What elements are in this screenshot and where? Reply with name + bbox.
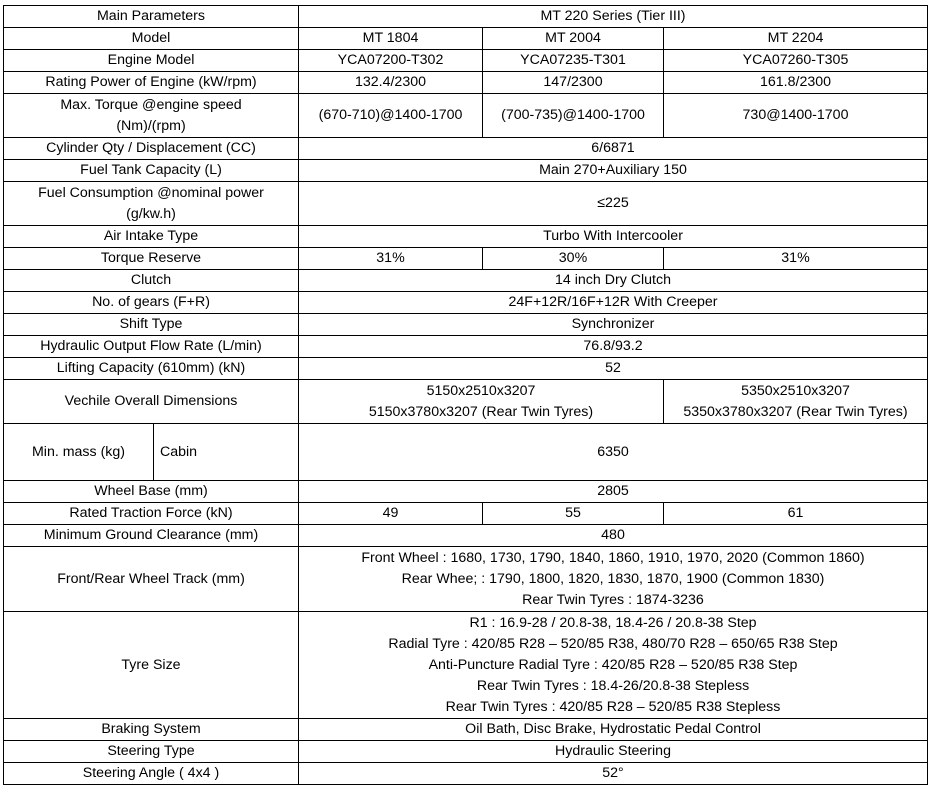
table-row xyxy=(4,612,928,719)
steering-type-value: Hydraulic Steering xyxy=(299,741,928,763)
dimensions-group2-line1: 5350x2510x3207 xyxy=(741,382,850,399)
dimensions-group1 xyxy=(299,380,664,424)
air-intake-label: Air Intake Type xyxy=(4,226,299,248)
model-label: Model xyxy=(4,28,299,50)
fuel-consumption-value: ≤225 xyxy=(299,182,928,226)
fuel-consumption-label xyxy=(4,182,299,226)
table-row xyxy=(4,72,928,94)
max-torque-value: 730@1400-1700 xyxy=(664,94,928,138)
wheel-track-line: Rear Twin Tyres : 1874-3236 xyxy=(522,591,704,608)
air-intake-value: Turbo With Intercooler xyxy=(299,226,928,248)
torque-reserve-label: Torque Reserve xyxy=(4,248,299,270)
table-row xyxy=(4,94,928,138)
wheel-track-line: Front Wheel : 1680, 1730, 1790, 1840, 1860, 1910, 1970, 2020 (Common 1860) xyxy=(361,549,865,566)
table-row xyxy=(4,424,928,481)
fuel-tank-label: Fuel Tank Capacity (L) xyxy=(4,160,299,182)
table-row xyxy=(4,138,928,160)
max-torque-value: (700-735)@1400-1700 xyxy=(483,94,664,138)
ground-clearance-value: 480 xyxy=(299,525,928,547)
table-row xyxy=(4,380,928,424)
engine-model-value: YCA07200-T302 xyxy=(299,50,483,72)
min-mass-sublabel: Cabin xyxy=(154,424,299,481)
dimensions-group2 xyxy=(664,380,928,424)
torque-reserve-value: 31% xyxy=(299,248,483,270)
dimensions-group1-line1: 5150x2510x3207 xyxy=(426,382,536,399)
table-row xyxy=(4,719,928,741)
table-row xyxy=(4,270,928,292)
steering-angle-value: 52° xyxy=(299,763,928,785)
clutch-label: Clutch xyxy=(4,270,299,292)
engine-model-value: YCA07260-T305 xyxy=(664,50,928,72)
clutch-value: 14 inch Dry Clutch xyxy=(299,270,928,292)
min-mass-value: 6350 xyxy=(299,424,928,481)
traction-value: 49 xyxy=(299,503,483,525)
table-row xyxy=(4,763,928,785)
shift-type-label: Shift Type xyxy=(4,314,299,336)
max-torque-label-line1: Max. Torque @engine speed xyxy=(60,96,242,113)
table-row xyxy=(4,248,928,270)
series-title: MT 220 Series (Tier III) xyxy=(299,6,928,28)
gears-value: 24F+12R/16F+12R With Creeper xyxy=(299,292,928,314)
dimensions-label: Vechile Overall Dimensions xyxy=(4,380,299,424)
table-row xyxy=(4,182,928,226)
table-row xyxy=(4,741,928,763)
table-row xyxy=(4,547,928,612)
hydraulic-flow-value: 76.8/93.2 xyxy=(299,336,928,358)
table-row xyxy=(4,503,928,525)
lifting-capacity-label: Lifting Capacity (610mm) (kN) xyxy=(4,358,299,380)
rating-power-label: Rating Power of Engine (kW/rpm) xyxy=(4,72,299,94)
model-value: MT 2004 xyxy=(483,28,664,50)
model-value: MT 1804 xyxy=(299,28,483,50)
wheel-base-label: Wheel Base (mm) xyxy=(4,481,299,503)
dimensions-group2-line2: 5350x3780x3207 (Rear Twin Tyres) xyxy=(683,403,908,420)
tyre-size-line: Rear Twin Tyres : 18.4-26/20.8-38 Stepless xyxy=(476,677,750,694)
cylinder-label: Cylinder Qty / Displacement (CC) xyxy=(4,138,299,160)
table-row xyxy=(4,336,928,358)
cylinder-value: 6/6871 xyxy=(299,138,928,160)
table-row xyxy=(4,50,928,72)
min-mass-label: Min. mass (kg) xyxy=(4,424,154,481)
torque-reserve-value: 30% xyxy=(483,248,664,270)
rating-power-value: 147/2300 xyxy=(483,72,664,94)
wheel-track-line: Rear Whee; : 1790, 1800, 1820, 1830, 1870, 1900 (Common 1830) xyxy=(401,570,825,587)
traction-value: 55 xyxy=(483,503,664,525)
engine-model-label: Engine Model xyxy=(4,50,299,72)
wheel-track-value xyxy=(299,547,928,612)
table-row xyxy=(4,481,928,503)
gears-label: No. of gears (F+R) xyxy=(4,292,299,314)
table-row xyxy=(4,292,928,314)
table-row xyxy=(4,314,928,336)
engine-model-value: YCA07235-T301 xyxy=(483,50,664,72)
table-row xyxy=(4,160,928,182)
wheel-track-label: Front/Rear Wheel Track (mm) xyxy=(4,547,299,612)
tyre-size-line: Radial Tyre : 420/85 R28 – 520/85 R38, 480/70 R28 – 650/65 R38 Step xyxy=(388,635,838,652)
max-torque-label-line2: (Nm)/(rpm) xyxy=(116,117,186,134)
table-row xyxy=(4,358,928,380)
fuel-consumption-label-line2: (g/kw.h) xyxy=(126,205,176,222)
tyre-size-line: Rear Twin Tyres : 420/85 R28 – 520/85 R38 Stepless xyxy=(445,698,781,715)
table-row xyxy=(4,525,928,547)
fuel-consumption-label-line1: Fuel Consumption @nominal power xyxy=(38,184,264,201)
rating-power-value: 161.8/2300 xyxy=(664,72,928,94)
tyre-size-label: Tyre Size xyxy=(4,612,299,719)
max-torque-label xyxy=(4,94,299,138)
shift-type-value: Synchronizer xyxy=(299,314,928,336)
steering-angle-label: Steering Angle ( 4x4 ) xyxy=(4,763,299,785)
table-row xyxy=(4,6,928,28)
rating-power-value: 132.4/2300 xyxy=(299,72,483,94)
tyre-size-value xyxy=(299,612,928,719)
model-value: MT 2204 xyxy=(664,28,928,50)
table-row xyxy=(4,226,928,248)
traction-value: 61 xyxy=(664,503,928,525)
torque-reserve-value: 31% xyxy=(664,248,928,270)
steering-type-label: Steering Type xyxy=(4,741,299,763)
tyre-size-line: R1 : 16.9-28 / 20.8-38, 18.4-26 / 20.8-38 Step xyxy=(469,614,757,631)
table-row xyxy=(4,28,928,50)
ground-clearance-label: Minimum Ground Clearance (mm) xyxy=(4,525,299,547)
wheel-base-value: 2805 xyxy=(299,481,928,503)
max-torque-value: (670-710)@1400-1700 xyxy=(299,94,483,138)
traction-label: Rated Traction Force (kN) xyxy=(4,503,299,525)
dimensions-group1-line2: 5150x3780x3207 (Rear Twin Tyres) xyxy=(368,403,594,420)
specification-table xyxy=(3,5,928,785)
braking-label: Braking System xyxy=(4,719,299,741)
tyre-size-line: Anti-Puncture Radial Tyre : 420/85 R28 – 520/85 R38 Step xyxy=(428,656,798,673)
braking-value: Oil Bath, Disc Brake, Hydrostatic Pedal Control xyxy=(299,719,928,741)
hydraulic-flow-label: Hydraulic Output Flow Rate (L/min) xyxy=(4,336,299,358)
header-label: Main Parameters xyxy=(4,6,299,28)
fuel-tank-value: Main 270+Auxiliary 150 xyxy=(299,160,928,182)
lifting-capacity-value: 52 xyxy=(299,358,928,380)
